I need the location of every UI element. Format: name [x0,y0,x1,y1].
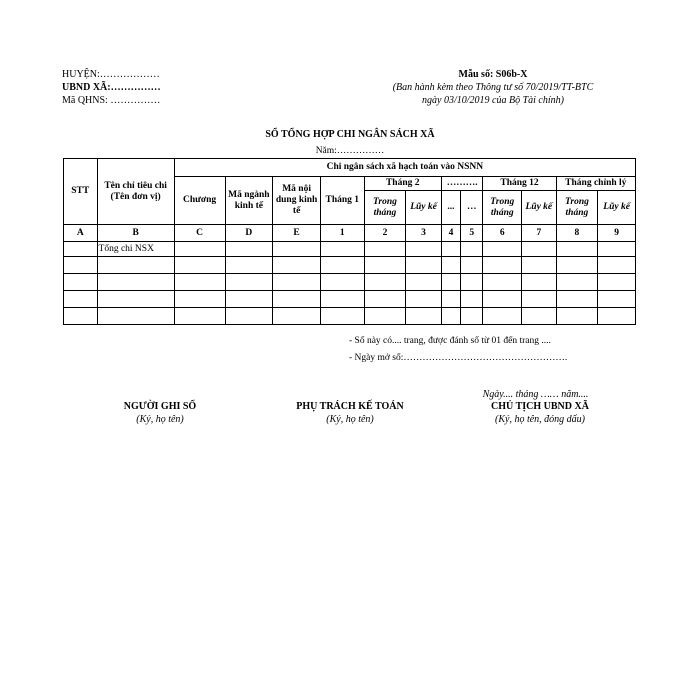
table-row [64,291,636,308]
ubnd-xa-label: UBND XÃ:…………… [62,82,161,93]
tong-chi-label: Tổng chi NSX [97,242,174,257]
col-code: 7 [522,225,557,242]
col-code: 1 [320,225,364,242]
signature-chu-tich [460,400,620,426]
header-right [380,68,606,107]
issued-by-line1: (Ban hành kèm theo Thông tư số 70/2019/TT-BTC [392,82,594,93]
ledger-table [63,158,636,325]
thang12-luy-ke: Lũy kế [522,191,557,225]
thang12-header: Tháng 12 [483,177,556,191]
dots-group-header: ………. [441,177,483,191]
table-row [64,242,636,257]
chu-tich-note: (Ký, họ tên, đóng dấu) [495,414,585,425]
huyen-label: HUYỆN:……………… [62,69,160,80]
col-code: 4 [441,225,460,242]
ma-noi-dung-header: Mã nội dung kinh tế [273,177,321,225]
table-row [64,274,636,291]
header-left [62,68,161,107]
chinh-ly-luy-ke: Lũy kế [598,191,636,225]
nguoi-ghi-so-note: (Ký, họ tên) [136,414,184,425]
thang2-luy-ke: Lũy kế [406,191,442,225]
col-code: A [64,225,98,242]
table-row [64,257,636,274]
ma-nganh-header: Mã ngành kinh tế [225,177,273,225]
chinh-ly-trong-thang: Trong tháng [556,191,598,225]
col-code: C [174,225,225,242]
form-number: Mẫu số: S06b-X [458,69,528,80]
col-code: 2 [364,225,406,242]
col-code: 5 [461,225,483,242]
column-code-row [64,225,636,242]
signature-nguoi-ghi-so [100,400,220,426]
signature-phu-trach [270,400,430,426]
chu-tich-title: CHỦ TỊCH UBND XÃ [491,401,589,412]
thang-chinh-ly-header: Tháng chỉnh lý [556,177,635,191]
col-code: B [97,225,174,242]
document-title: SỔ TỔNG HỢP CHI NGÂN SÁCH XÃ [265,129,435,140]
col-code: 3 [406,225,442,242]
col-code: 6 [483,225,522,242]
ma-qhns-label: Mã QHNS: …………… [62,95,161,106]
col-code: 8 [556,225,598,242]
group-header: Chi ngân sách xã hạch toán vào NSNN [174,159,635,177]
ten-chi-tieu-header: Tên chỉ tiêu chi (Tên đơn vị) [97,159,174,225]
dots-sub-2: … [461,191,483,225]
col-code: 9 [598,225,636,242]
thang1-header: Tháng 1 [320,177,364,225]
dots-sub-1: ... [441,191,460,225]
chuong-header: Chương [174,177,225,225]
nguoi-ghi-so-title: NGƯỜI GHI SỔ [123,401,197,412]
thang2-trong-thang: Trong tháng [364,191,406,225]
signature-date-line: Ngày.... tháng …… năm.... [482,389,589,400]
col-code: E [273,225,321,242]
stt-header: STT [64,159,98,225]
thang12-trong-thang: Trong tháng [483,191,522,225]
phu-trach-title: PHỤ TRÁCH KẾ TOÁN [296,401,404,412]
note-page-count: - Sổ này có.... trang, được đánh số từ 01 đến trang .... [349,336,551,346]
note-open-date: - Ngày mở sổ:……………………………………………. [349,353,568,363]
col-code: D [225,225,273,242]
phu-trach-note: (Ký, họ tên) [326,414,374,425]
year-line: Năm:…………… [315,146,385,156]
issued-by-line2: ngày 03/10/2019 của Bộ Tài chính) [422,95,564,106]
table-row [64,308,636,325]
thang2-header: Tháng 2 [364,177,441,191]
